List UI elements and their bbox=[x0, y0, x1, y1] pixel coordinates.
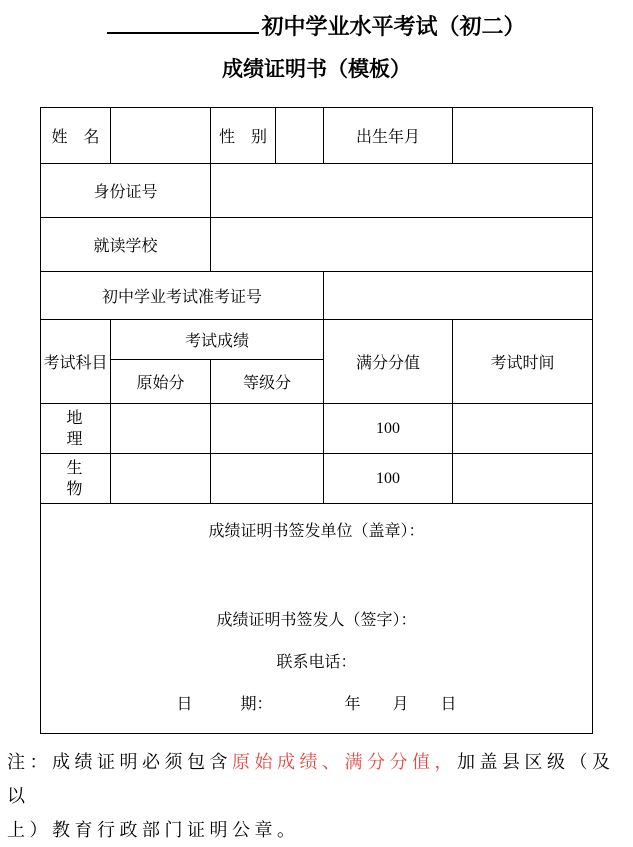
row-school bbox=[41, 218, 593, 272]
row-signature-block bbox=[41, 504, 593, 734]
row-subject-geography bbox=[41, 404, 593, 454]
name-value-cell bbox=[111, 108, 211, 164]
subject-name-text: 生物 bbox=[66, 459, 83, 498]
date-label: 日 期： 年 月 日 bbox=[176, 696, 457, 713]
title-blank-underline bbox=[107, 32, 259, 34]
title-line1-text: 初中学业水平考试（初二） bbox=[261, 14, 526, 39]
footnote-line2: 上）教育行政部门证明公章。 bbox=[7, 820, 300, 840]
gender-value-cell bbox=[276, 108, 324, 164]
certificate-table bbox=[40, 107, 593, 734]
name-label-cell: 姓 名 bbox=[41, 108, 111, 164]
footnote-prefix: 注：成绩证明必须包含 bbox=[7, 752, 232, 772]
raw-score-value-cell bbox=[111, 454, 211, 504]
exam-time-value-cell bbox=[453, 404, 593, 454]
raw-score-header-cell: 原始分 bbox=[111, 360, 211, 404]
issue-unit-label: 成绩证明书签发单位（盖章）： bbox=[208, 523, 425, 540]
document-header bbox=[0, 0, 633, 85]
footnote-line1 bbox=[7, 745, 633, 813]
subject-name-text: 地理 bbox=[66, 409, 83, 448]
issue-person-label: 成绩证明书签发人（签字）： bbox=[216, 612, 417, 629]
footnote-highlight: 原始成绩、满分分值， bbox=[232, 752, 457, 772]
school-value-cell bbox=[211, 218, 593, 272]
row-ticket-number bbox=[41, 272, 593, 320]
signature-block-cell bbox=[41, 504, 593, 734]
row-score-header-top bbox=[41, 320, 593, 360]
grade-score-value-cell bbox=[211, 404, 324, 454]
subject-name-cell bbox=[41, 404, 111, 454]
footnote-line1-suffix: 加盖县区级（及以 bbox=[7, 752, 615, 806]
row-personal-info bbox=[41, 108, 593, 164]
document-title-line1 bbox=[0, 11, 633, 43]
full-score-value-cell: 100 bbox=[324, 454, 453, 504]
gender-label-cell: 性 别 bbox=[211, 108, 276, 164]
subject-name-cell bbox=[41, 454, 111, 504]
row-id-number bbox=[41, 164, 593, 218]
phone-label: 联系电话： bbox=[276, 654, 357, 671]
grade-score-value-cell bbox=[211, 454, 324, 504]
grade-score-header-cell: 等级分 bbox=[211, 360, 324, 404]
id-number-label-cell: 身份证号 bbox=[41, 164, 211, 218]
full-score-value-cell: 100 bbox=[324, 404, 453, 454]
footnote bbox=[0, 745, 633, 847]
document-title-line2: 成绩证明书（模板） bbox=[222, 58, 411, 81]
subject-header-cell: 考试科目 bbox=[41, 320, 111, 404]
exam-time-value-cell bbox=[453, 454, 593, 504]
exam-time-header-cell: 考试时间 bbox=[453, 320, 593, 404]
birth-label-cell: 出生年月 bbox=[324, 108, 453, 164]
birth-value-cell bbox=[453, 108, 593, 164]
exam-score-header-cell: 考试成绩 bbox=[111, 320, 324, 360]
ticket-value-cell bbox=[324, 272, 593, 320]
full-score-header-cell: 满分分值 bbox=[324, 320, 453, 404]
row-subject-biology bbox=[41, 454, 593, 504]
ticket-label-cell: 初中学业考试准考证号 bbox=[41, 272, 324, 320]
school-label-cell: 就读学校 bbox=[41, 218, 211, 272]
id-number-value-cell bbox=[211, 164, 593, 218]
raw-score-value-cell bbox=[111, 404, 211, 454]
